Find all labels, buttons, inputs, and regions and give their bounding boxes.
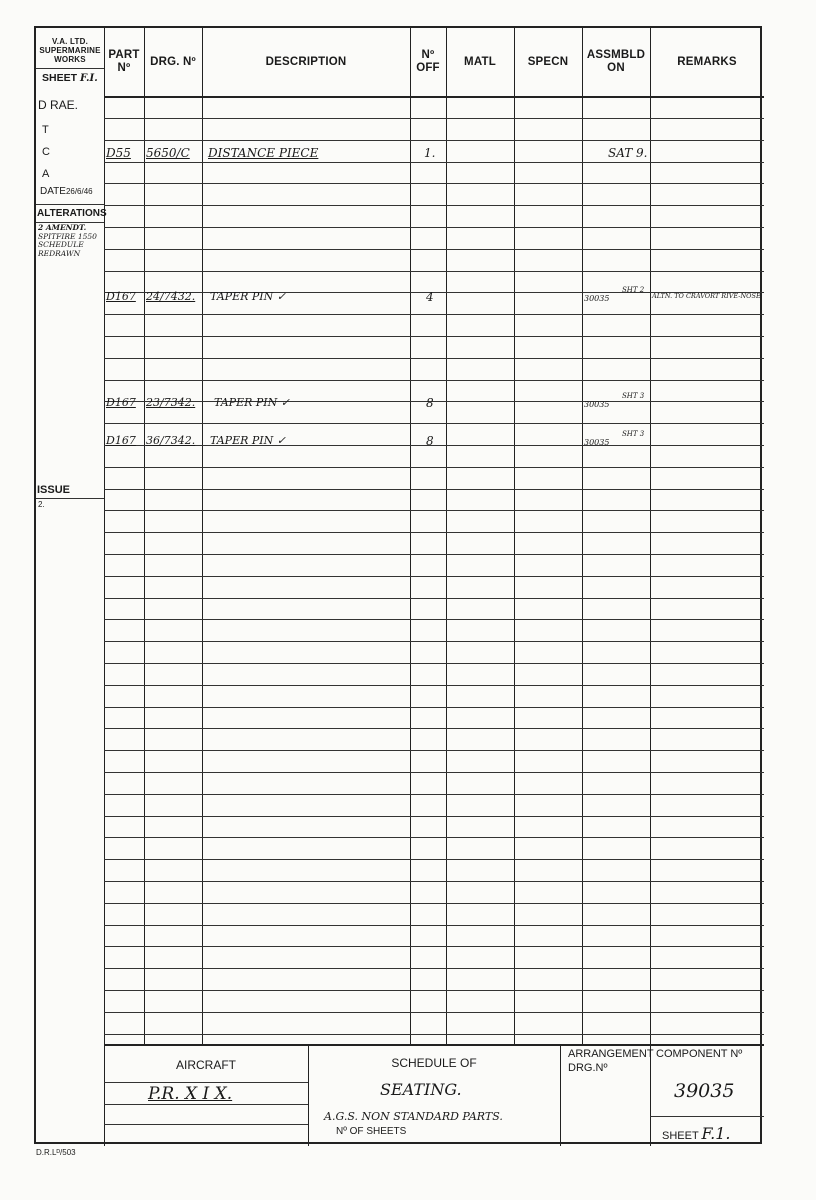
ruled-line — [104, 467, 764, 468]
row-3-drg: 23/7342. — [146, 396, 196, 409]
alteration-note — [38, 224, 97, 258]
row-3-part: D167 — [106, 396, 136, 409]
ruled-line — [104, 946, 764, 947]
row-4-drg: 36/7342. — [146, 434, 196, 447]
col-header-part: PART Nº — [108, 49, 140, 74]
col-header-specn: SPECN — [527, 55, 569, 68]
aircraft-label: AIRCRAFT — [176, 1058, 236, 1072]
no-of-sheets-label: Nº OF SHEETS — [336, 1126, 407, 1137]
ruled-line — [104, 837, 764, 838]
col-header-assmbld: ASSMBLD ON — [586, 49, 646, 74]
row-4-assmbld: 30035 — [584, 438, 610, 447]
row-3-sht: SHT 3 — [622, 392, 645, 400]
col-divider-matl — [514, 28, 515, 1044]
component-sheet — [662, 1124, 731, 1143]
arrangement-label: ARRANGEMENT — [568, 1048, 654, 1060]
col-header-drg: DRG. Nº — [150, 55, 196, 68]
alteration-note-line-2: SPITFIRE 1550 — [38, 231, 97, 241]
col-header-remarks: REMARKS — [677, 55, 737, 68]
row-4-off: 8 — [426, 434, 434, 448]
row-3-assmbld: 30035 — [584, 400, 610, 409]
company-line-1: V.A. LTD. — [51, 36, 89, 46]
col-header-matl: MATL — [464, 55, 496, 68]
sheet-ref — [42, 72, 98, 84]
ruled-line — [104, 707, 764, 708]
ruled-line — [104, 1012, 764, 1013]
issue-value: 2. — [38, 500, 45, 509]
aircraft-value: P.R. X I X. — [148, 1084, 233, 1104]
ruled-line — [104, 859, 764, 860]
date-value: 26/6/46 — [65, 187, 93, 196]
row-4-description: TAPER PIN ✓ — [210, 434, 286, 447]
col-divider-off — [446, 28, 447, 1044]
ruled-line — [104, 794, 764, 795]
row-2-remarks: ALTN. TO CRAVORT RIVE-NOSE — [652, 292, 761, 300]
row-2-description: TAPER PIN ✓ — [210, 290, 286, 303]
row-1-off: 1. — [424, 146, 436, 160]
row-4-sht: SHT 3 — [622, 430, 645, 438]
alteration-note-line-4: REDRAWN — [38, 248, 81, 258]
form-reference: D.R.Lᴰ/503 — [36, 1148, 76, 1157]
row-1-description: DISTANCE PIECE — [208, 146, 319, 160]
arrangement-drg-label: DRG.Nº — [568, 1062, 608, 1074]
component-sheet-value: F.1. — [701, 1124, 731, 1143]
ruled-line — [104, 336, 764, 337]
ruled-line — [104, 510, 764, 511]
col-divider-assmbld — [650, 28, 651, 1044]
component-sheet-rule — [650, 1116, 764, 1117]
ruled-line — [104, 881, 764, 882]
ruled-line — [104, 598, 764, 599]
ruled-line — [104, 576, 764, 577]
row-2-sht: SHT 2 — [622, 286, 645, 294]
row-2-assmbld: 30035 — [584, 294, 610, 303]
draft-label-a: A — [42, 168, 50, 180]
footer-top-rule — [104, 1044, 764, 1046]
issue-label: ISSUE — [37, 484, 71, 496]
schedule-label: SCHEDULE OF — [391, 1056, 477, 1070]
row-2-off: 4 — [426, 290, 434, 304]
footer-rule-1 — [104, 1082, 308, 1083]
alteration-note-line-1: 2 AMENDT. — [38, 223, 87, 232]
footer-rule-2 — [104, 1104, 308, 1105]
ruled-line — [104, 140, 764, 141]
ruled-line — [104, 641, 764, 642]
footer-divider-schedule — [560, 1044, 561, 1146]
col-divider-sidebar — [104, 28, 105, 1146]
sheet-ref-label: SHEET — [42, 72, 78, 84]
ruled-line — [104, 423, 764, 424]
alterations-label: ALTERATIONS — [37, 208, 107, 219]
draft-label-drae: D RAE. — [38, 98, 79, 112]
row-1-drg: 5650/C — [146, 146, 190, 160]
draft-label-t: T — [42, 124, 49, 136]
row-2-drg: 24/7432. — [146, 290, 196, 303]
row-1-assmbld: SAT 9. — [608, 146, 648, 160]
row-3-description: TAPER PIN ✓ — [214, 396, 290, 409]
ruled-line — [104, 968, 764, 969]
ruled-line — [104, 750, 764, 751]
ruled-line — [104, 445, 764, 446]
row-3-off: 8 — [426, 396, 434, 410]
ruled-line — [104, 227, 764, 228]
schedule-value: SEATING. — [380, 1080, 462, 1099]
ruled-line — [104, 685, 764, 686]
ruled-line — [104, 1034, 764, 1035]
ruled-line — [104, 532, 764, 533]
ruled-line — [104, 903, 764, 904]
ruled-line — [104, 205, 764, 206]
date-field — [40, 186, 93, 197]
ruled-line — [104, 249, 764, 250]
ruled-line — [104, 183, 764, 184]
row-4-part: D167 — [106, 434, 136, 447]
component-sheet-label: SHEET — [662, 1130, 699, 1142]
ruled-line — [104, 990, 764, 991]
alteration-note-line-3: SCHEDULE — [38, 240, 84, 249]
ruled-line — [104, 314, 764, 315]
ruled-line — [104, 728, 764, 729]
company-line-2: SUPERMARINE — [39, 45, 101, 55]
sidebar-rule-date — [36, 204, 104, 205]
company-sheet-rule — [36, 68, 104, 69]
ruled-line — [104, 772, 764, 773]
ruled-line — [104, 663, 764, 664]
ruled-line — [104, 554, 764, 555]
company-header — [36, 30, 104, 70]
sidebar-rule-issue — [36, 498, 104, 499]
component-label: COMPONENT Nº — [656, 1048, 743, 1060]
row-1-part: D55 — [106, 146, 131, 160]
footer-rule-3 — [104, 1124, 308, 1125]
header-separator — [104, 96, 764, 98]
schedule-sub: A.G.S. NON STANDARD PARTS. — [324, 1110, 503, 1123]
component-value: 39035 — [674, 1080, 735, 1102]
col-divider-specn — [582, 28, 583, 1044]
col-divider-part — [144, 28, 145, 1044]
ruled-line — [104, 162, 764, 163]
ruled-line — [104, 925, 764, 926]
row-2-part: D167 — [106, 290, 136, 303]
date-label: DATE — [40, 186, 66, 197]
ruled-line — [104, 118, 764, 119]
ruled-line — [104, 489, 764, 490]
col-divider-drg — [202, 28, 203, 1044]
sheet-ref-value: F.I. — [79, 73, 98, 84]
col-divider-description — [410, 28, 411, 1044]
schedule-form — [34, 26, 762, 1144]
col-header-off: Nº OFF — [416, 49, 440, 74]
ruled-line — [104, 271, 764, 272]
company-line-3: WORKS — [54, 54, 86, 64]
col-header-description: DESCRIPTION — [265, 55, 347, 68]
ruled-line — [104, 619, 764, 620]
ruled-line — [104, 816, 764, 817]
ruled-line — [104, 380, 764, 381]
ruled-line — [104, 358, 764, 359]
draft-label-c: C — [42, 146, 50, 158]
ruled-line — [104, 401, 764, 402]
